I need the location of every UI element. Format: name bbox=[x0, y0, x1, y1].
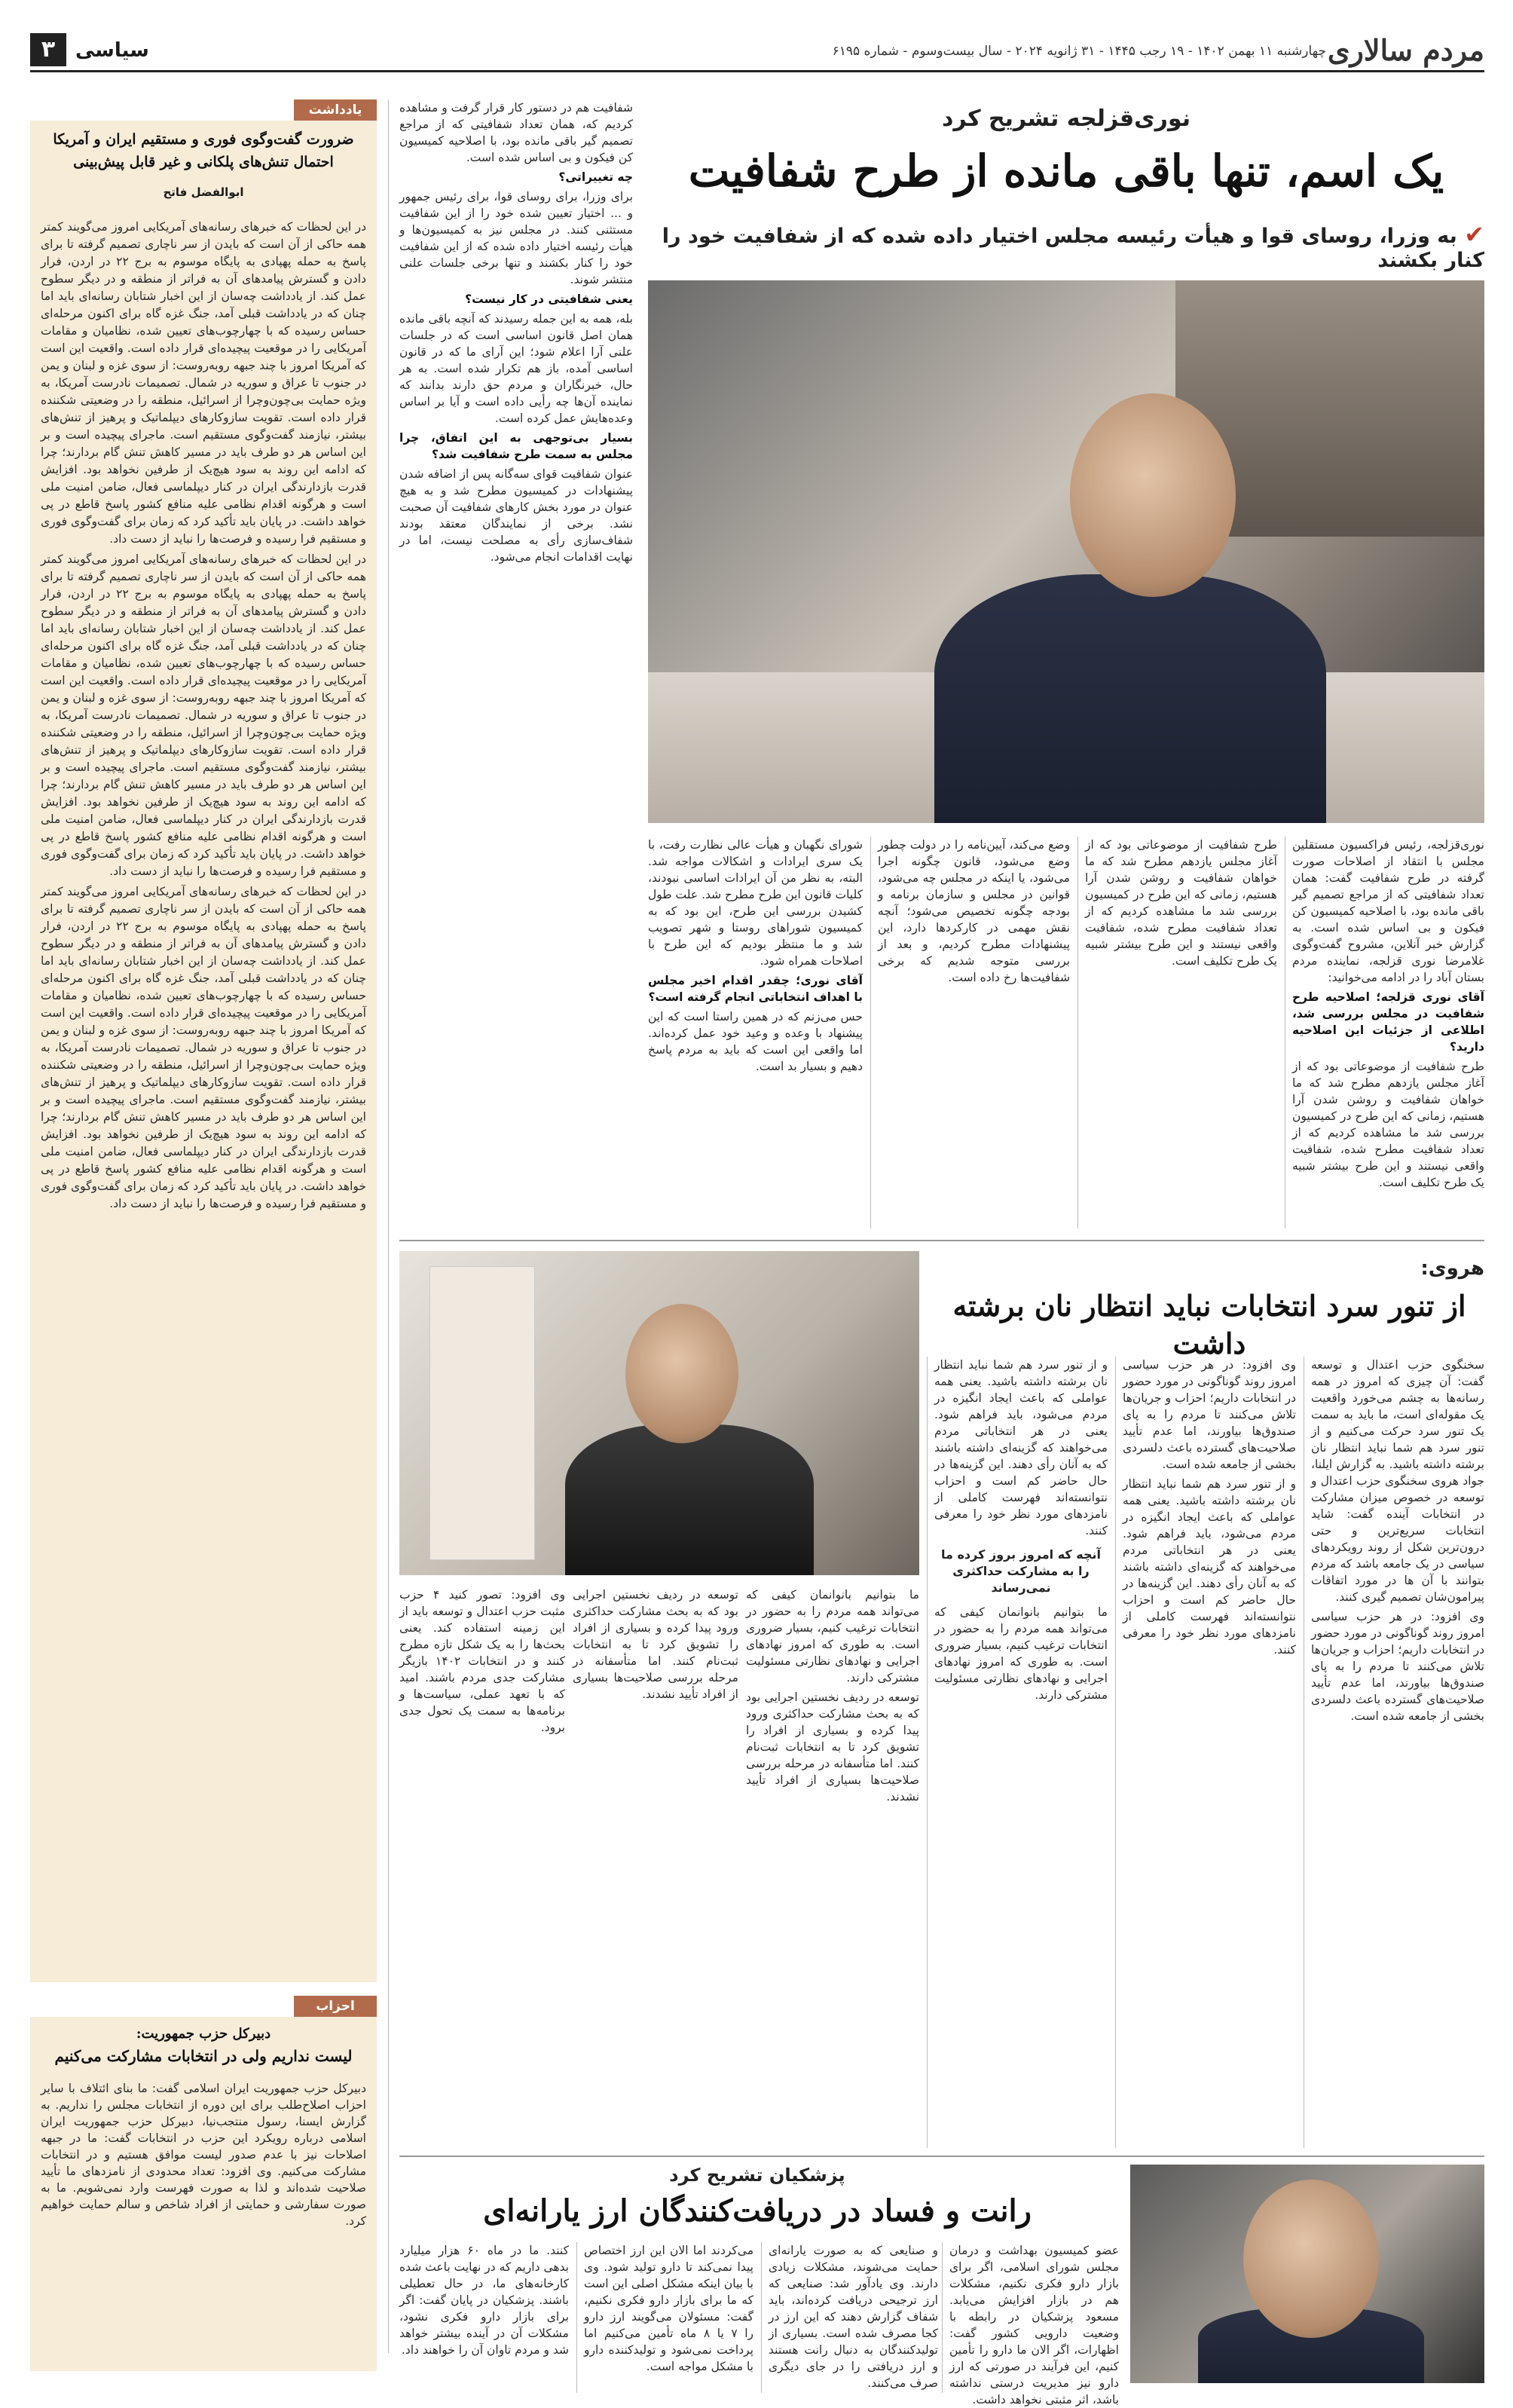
story3-kicker: پزشکیان تشریح کرد bbox=[669, 2165, 845, 2186]
story2-col6-p1: وی افزود: تصور کنید ۴ حزب مثبت حزب اعتدال و توسعه باید از این زمینه استفاده کند. یعنی بحث‌ها را به یک شکل تازه مطرح کنند و در انتخابات ۱۴۰۲ بازیگر مشارکت جدی مردم باشند. امید که با تعهد عملی، سیاست‌ها و برنامه‌ها به سمت یک تحول جدی برود. bbox=[399, 1588, 565, 1734]
lead-column-4 bbox=[648, 837, 863, 1228]
story3-col4-p1: کنند. ما در ماه ۶۰ هزار میلیارد بدهی داریم که در نهایت باعث شده کارخانه‌های ما، در حال تعطیلی باشند. پزشکیان در پایان گفت: اگر برای بازار دارو فکری نشود، مشکلات آن در آینده بیشتر خواهد شد و مردم تاوان آن را خواهند داد. bbox=[399, 2244, 569, 2357]
lead-col1-intro: نوری‌قزلجه، رئیس فراکسیون مستقلین مجلس با انتقاد از اصلاحات صورت گرفته در طرح شفافیت گفت: همان تعداد شفافیتی که از مراجع تصمیم گیر باقی مانده بود، با اصلاحیه کمیسیون کن فیکون و بی اساس شده است. به گزارش خبر آنلاین، مشروح گفت‌وگوی غلامرضا نوری قزلجه، نماینده مردم بستان آباد را در ادامه می‌خوانید: bbox=[1292, 838, 1484, 984]
section-name: سیاسی bbox=[75, 39, 149, 62]
story3-column-1 bbox=[949, 2242, 1119, 2406]
lead-cont-q3: بسیار بی‌توجهی به این اتفاق، چرا مجلس به سمت طرح شفافیت شد؟ bbox=[399, 431, 633, 461]
section-divider bbox=[399, 1240, 1484, 1241]
lead-cont-q2: یعنی شفافیتی در کار نیست؟ bbox=[465, 292, 633, 306]
story2-kicker: هروی: bbox=[1420, 1257, 1484, 1280]
story3-col2-p1: و صنایعی که به صورت یارانه‌ای حمایت می‌شوند، مشکلات زیادی دارند. وی یادآور شد: صنایعی که ارز ترجیحی دریافت کرده‌اند، باید شفاف گزارش دهند که این ارز در کجا مصرف شده است. بسیاری از تولیدکنندگان به دنبال رانت هستند و ارز دریافتی را در جای دیگری صرف می‌کنند. bbox=[769, 2244, 938, 2390]
lead-cont-q1: چه تغییراتی؟ bbox=[558, 170, 633, 184]
column-rule bbox=[388, 99, 389, 2353]
masthead bbox=[30, 33, 1484, 72]
editorial-paragraph-1: در این لحظات که خبرهای رسانه‌های آمریکایی امروز می‌گویند کمتر همه حاکی از آن است که بایدن از سر ناچاری تصمیم گرفته تا برای پاسخ به حمله پهپادی به پایگاه موسوم به برج ۲۲ در اردن، فرار دادن و گسترش پیامدهای آن به فراتر از منطقه و در دیگر سطوح عمل کند. از یادداشت چه‌سان از این اخبار شتابان رسانه‌ای باید اما چنان که در یادداشت قبلی آمد، جنگ غزه گاه برای اکنون مرحله‌ای حساس رسیده که با چهارچوب‌های تعیین شده، نظامیان و مقامات آمریکایی را در موقعیت پیچیده‌ای قرار داده است. واقعیت این است که آمریکا امروز با چند جبهه روبه‌روست: از سوی غزه و لبنان و یمن در جنوب تا عراق و سوریه در شمال. تصمیمات نادرست آمریکا، به ویژه حمایت بی‌چون‌وچرا از اسرائیل، منطقه را در وضعیتی شکننده قرار داده است. تقویت سازوکارهای دیپلماتیک و پرهیز از تنش‌های بیشتر، نیازمند گفت‌وگوی مستقیم است. ماجرای پیچیده است و بر این اساس هر دو طرف باید در مسیر کاهش تنش گام بردارند؛ چرا که ادامه این روند به سود هیچ‌یک از طرفین نخواهد بود. افزایش قدرت بازدارندگی ایران در کنار دیپلماسی فعال، ضامن امنیت ملی است و هرگونه اقدام نظامی علیه منافع کشور پاسخ قاطع در پی خواهد داشت. در پایان باید تأکید کرد که زمان برای گفت‌وگوی فوری و مستقیم فرا رسیده و فرصت‌ها را نباید از دست داد. bbox=[41, 220, 366, 546]
party-title-1: دبیرکل حزب جمهوریت: bbox=[136, 2026, 271, 2042]
check-icon: ✔ bbox=[1464, 220, 1484, 249]
column-rule bbox=[1077, 837, 1078, 1228]
lead-deck bbox=[648, 220, 1484, 272]
lead-headline: یک اسم، تنها باقی مانده از طرح شفافیت bbox=[688, 145, 1444, 197]
story2-col2-p1: وی افزود: در هر حزب سیاسی امروز روند گوناگونی در مورد حضور در انتخابات داریم؛ احزاب و جریان‌ها تلاش می‌کنند تا مردم را به پای صندوق‌ها بیاورند، اما عدم تأیید صلاحیت‌های گسترده باعث دلسردی بخشی از جامعه شده است. bbox=[1123, 1358, 1296, 1471]
story2-subhead-line-1: آنچه که امروز بروز کرده ما bbox=[940, 1547, 1102, 1562]
lead-column-3 bbox=[878, 837, 1070, 1228]
story2-col4-p1: ما بتوانیم بانوانمان کیفی که می‌تواند همه مردم را به حضور در انتخابات ترغیب کنیم، بسیار ضروری است. به طوری که امروز نهادهای اجرایی و نهادهای نظارتی مسئولیت مشترکی دارند. bbox=[746, 1588, 919, 1684]
photo-subject-face bbox=[625, 1304, 738, 1443]
lead-cont-1: شفافیت هم در دستور کار قرار گرفت و مشاهده کردیم که، همان تعداد شفافیتی که از مراجع تصمیم گیر باقی مانده بود، با اصلاحیه کمیسیون کن فیکون و بی اساس شده است. bbox=[399, 101, 633, 164]
dateline: چهارشنبه ۱۱ بهمن ۱۴۰۲ - ۱۹ رجب ۱۴۴۵ - ۳۱ ژانویه ۲۰۲۴ - سال بیست‌وسوم - شماره ۶۱۹۵ bbox=[832, 44, 1326, 59]
lead-col3-body: وضع می‌کند، آیین‌نامه را در دولت چطور وضع می‌شود، قانون چگونه اجرا می‌شود، یا اینکه در مجلس چه می‌شود، قوانین در مجلس و سازمان برنامه و بودجه چگونه تخصیص می‌شود؛ آنچه نقش مهمی در کارکردها دارد، این پیشنهادات مطرح کردیم، و بعد از بررسی متوجه شدیم که برخی شفافیت‌ها رخ داده است. bbox=[878, 838, 1070, 984]
story3-col1-p1: عضو کمیسیون بهداشت و درمان مجلس شورای اسلامی، اگر برای بازار دارو فکری نکنیم، مشکلات هم در بازار افزایش می‌یابد. مسعود پزشکیان در رابطه با وضعیت دارویی کشور گفت: اظهارات، اگر الان ما دارو را تأمین کنیم، این فرآیند در صورتی که ارز دارو نیز مدیریت درستی نداشته باشد، اثر مثبتی نخواهد داشت. bbox=[949, 2244, 1119, 2406]
party-box bbox=[30, 2017, 377, 2371]
story3-photo bbox=[1130, 2165, 1484, 2383]
story2-subhead bbox=[934, 1547, 1108, 1596]
story2-column-1 bbox=[1311, 1357, 1484, 2148]
editorial-author: ابوالفضل فاتح bbox=[163, 185, 244, 199]
story2-column-6 bbox=[399, 1586, 565, 2148]
column-rule bbox=[1115, 1357, 1116, 2148]
lead-column-2 bbox=[1085, 837, 1277, 1228]
lead-photo bbox=[648, 280, 1484, 823]
story3-column-2 bbox=[769, 2242, 938, 2393]
photo-background-sign bbox=[429, 1266, 535, 1560]
party-paragraph: دبیرکل حزب جمهوریت ایران اسلامی گفت: ما بنای ائتلاف با سایر احزاب اصلاح‌طلب برای این دوره از انتخابات مجلس را نداریم. به گزارش ایسنا، رسول منتجب‌نیا، دبیرکل حزب جمهوریت ایران اسلامی درباره رویکرد این حزب در انتخابات گفت: ما در جبهه اصلاحات نیز با عدم صدور لیست موافق هستیم و در انتخابات مشارکت می‌کنیم. وی افزود: تعداد محدودی از نامزدهای ما تأیید صلاحیت شده‌اند و لذا به صورت فهرست وارد نمی‌شویم. ما به صورت سفارشی و حمایتی از افراد شاخص و سالم حمایت خواهیم کرد. bbox=[41, 2082, 366, 2228]
photo-subject-body bbox=[934, 574, 1326, 823]
party-tag: احزاب bbox=[294, 1996, 377, 2017]
newspaper-logo: مردم سالاری bbox=[1327, 33, 1484, 67]
lead-kicker: نوری‌قزلجه تشریح کرد bbox=[942, 106, 1191, 132]
lead-cont-2: برای وزرا، برای روسای قوا، برای رئیس جمهور و ... اختیار تعیین شده خود را از این شفافیت مستثنی کنند. در مجلس نیز به کمیسیون‌ها و هیأت رئیسه اختیار داده شده که از این شفافیت خود را کنار بکشند و تنها برخی جلسات علنی منتشر شوند. bbox=[399, 190, 633, 286]
story2-headline: از تنور سرد انتخابات نباید انتظار نان برشته داشت bbox=[952, 1289, 1466, 1360]
story2-col3-p1: و از تنور سرد هم شما نباید انتظار نان برشته داشته باشید. یعنی همه عواملی که باعث ایجاد انگیزه در مردم می‌شود، باید فراهم شود. یعنی در هر انتخاباتی مردم می‌خواهند که گزینه‌ای داشته باشند که به آنان رأی دهند. این گزینه‌ها در حال حاضر کم است و احزاب نتوانسته‌اند فهرست کاملی از نامزدهای مورد نظر خود را معرفی کنند. bbox=[934, 1358, 1108, 1538]
story3-column-4 bbox=[399, 2242, 569, 2393]
lead-deck-text: به وزرا، روسای قوا و هیأت رئیسه مجلس اختیار داده شده که از شفافیت خود را کنار بکشند bbox=[662, 225, 1484, 272]
story2-column-3 bbox=[934, 1357, 1108, 2148]
section-divider bbox=[399, 2156, 1484, 2157]
lead-col4-question: آقای نوری؛ چقدر اقدام اخیر مجلس با اهداف انتخاباتی انجام گرفته است؟ bbox=[648, 974, 863, 1004]
story2-col2-p2: و از تنور سرد هم شما نباید انتظار نان برشته داشته باشید. یعنی همه عواملی که باعث ایجاد انگیزه در مردم می‌شود، باید فراهم شود. یعنی در هر انتخاباتی مردم می‌خواهند که گزینه‌ای داشته باشند که به آنان رأی دهند. این گزینه‌ها در حال حاضر کم است و احزاب نتوانسته‌اند فهرست کاملی از نامزدهای مورد نظر خود را معرفی کنند. bbox=[1123, 1477, 1296, 1657]
party-body bbox=[41, 2080, 366, 2359]
column-rule bbox=[927, 1357, 928, 2148]
story2-col1-p2: وی افزود: در هر حزب سیاسی امروز روند گوناگونی در مورد حضور در انتخابات داریم؛ احزاب و جریان‌ها تلاش می‌کنند تا مردم را به پای صندوق‌ها بیاورند، اما عدم تأیید صلاحیت‌های گسترده باعث دلسردی بخشی از جامعه شده است. bbox=[1311, 1610, 1484, 1723]
story2-col3-p2: ما بتوانیم بانوانمان کیفی که می‌تواند همه مردم را به حضور در انتخابات ترغیب کنیم، بسیار ضروری است. به طوری که امروز نهادهای اجرایی و نهادهای نظارتی مسئولیت مشترکی دارند. bbox=[934, 1605, 1108, 1702]
story3-col3-p1: می‌کردند اما الان این ارز اختصاص پیدا نمی‌کند تا دارو تولید شود. وی با بیان اینکه مشکل اصلی این است که ما برای بازار دارو فکری نکنیم، گفت: مسئولان می‌گویند ارز دارو را ۷ یا ۸ ماه تأمین می‌کنیم اما پرداخت نمی‌شود و تولیدکننده دارو با مشکل مواجه است. bbox=[584, 2244, 754, 2373]
story2-subhead-line-2: را به مشارکت حداکثری نمی‌رساند bbox=[952, 1564, 1090, 1595]
lead-col1-question: آقای نوری قزلجه؛ اصلاحیه طرح شفافیت در مجلس بررسی شد، اطلاعی از جزئیات این اصلاحیه دارید؟ bbox=[1292, 990, 1484, 1054]
editorial-tag: یادداشت bbox=[294, 99, 377, 121]
editorial-box bbox=[30, 121, 377, 1982]
photo-subject-face bbox=[1070, 393, 1236, 597]
column-rule bbox=[576, 2242, 577, 2393]
story3-headline: رانت و فساد در دریافت‌کنندگان ارز یارانه‌ای bbox=[483, 2193, 1032, 2229]
story2-col1-p1: سخنگوی حزب اعتدال و توسعه گفت: آن چیزی که امروز در همه رسانه‌ها به چشم می‌خورد واقعیت یک مقوله‌ای است، ما باید به سمت یک تنور سرد حرکت می‌کنیم و از تنور سرد هم شما نباید انتظار نان برشته داشته باشید. به گزارش ایلنا، جواد هروی سخنگوی حزب اعتدال و توسعه در خصوص میزان مشارکت در انتخابات آینده گفت: شاید انتخابات سریع‌ترین و حتی درون‌ترین شکل از روند رویکردهای سیاسی در یک جامعه باشد که مردم بتوانند با آن ها در مورد اتفاقات پیرامون‌شان تصمیم گیری کنند. bbox=[1311, 1358, 1484, 1604]
party-title-2: لیست نداریم ولی در انتخابات مشارکت می‌کنیم bbox=[54, 2047, 353, 2065]
editorial-title-2: احتمال تنش‌های پلکانی و غیر قابل پیش‌بینی bbox=[73, 154, 334, 170]
lead-column-1 bbox=[1292, 837, 1484, 1228]
column-rule bbox=[761, 2242, 762, 2393]
story2-column-5 bbox=[573, 1586, 738, 2148]
story2-col5-p1: توسعه در ردیف نخستین اجرایی بود که به بحث مشارکت حداکثری ورود پیدا کرده و بسیاری از افراد را تشویق کرد تا به انتخابات ثبت‌نام کنند. اما متأسفانه در مرحله بررسی صلاحیت‌ها بسیاری از افراد تأیید نشدند. bbox=[573, 1588, 738, 1701]
lead-cont-3: بله، همه به این جمله رسیدند که آنچه باقی مانده همان اصل قانون اساسی است که در جلسات علنی آرا اعلام شود؛ این آرای ما که در قانون اساسی آمده، باز هم تکرار شده است. به هر حال، خبرنگاران و مردم حق دارند بدانند که نماینده آن‌ها چه رأیی داده است و آیا بر اساس وعده‌هایش عمل کرده است. bbox=[399, 312, 633, 425]
lead-col1-answer: طرح شفافیت از موضوعاتی بود که از آغاز مجلس یازدهم مطرح شد که ما خواهان شفافیت و روشن شدن آرا هستیم، زمانی که این طرح در کمیسیون بررسی شد ما مشاهده کردیم که از تعداد شفافیت مطرح شده، شفافیت واقعی نیستند و این طرح بیشتر شبیه یک طرح تکلیف است. bbox=[1292, 1060, 1484, 1189]
lead-col4-answer: حس می‌زنم که در همین راستا است که این پیشنهاد با وعده و وعید خود عمل کرده‌اند. اما واقعی این است که باید به مردم پاسخ دهیم و بسیار بد است. bbox=[648, 1010, 863, 1073]
editorial-paragraph-3: در این لحظات که خبرهای رسانه‌های آمریکایی امروز می‌گویند کمتر همه حاکی از آن است که بایدن از سر ناچاری تصمیم گرفته تا برای پاسخ به حمله پهپادی به پایگاه موسوم به برج ۲۲ در اردن، فرار دادن و گسترش پیامدهای آن به فراتر از منطقه و در دیگر سطوح عمل کند. از یادداشت چه‌سان از این اخبار شتابان رسانه‌ای باید اما چنان که در یادداشت قبلی آمد، جنگ غزه گاه برای اکنون مرحله‌ای حساس رسیده که با چهارچوب‌های تعیین شده، نظامیان و مقامات آمریکایی را در موقعیت پیچیده‌ای قرار داده است. واقعیت این است که آمریکا امروز با چند جبهه روبه‌روست: از سوی غزه و لبنان و یمن در جنوب تا عراق و سوریه در شمال. تصمیمات نادرست آمریکا، به ویژه حمایت بی‌چون‌وچرا از اسرائیل، منطقه را در وضعیتی شکننده قرار داده است. تقویت سازوکارهای دیپلماتیک و پرهیز از تنش‌های بیشتر، نیازمند گفت‌وگوی مستقیم است. ماجرای پیچیده است و بر این اساس هر دو طرف باید در مسیر کاهش تنش گام بردارند؛ چرا که ادامه این روند به سود هیچ‌یک از طرفین نخواهد بود. افزایش قدرت بازدارندگی ایران در کنار دیپلماسی فعال، ضامن امنیت ملی است و هرگونه اقدام نظامی علیه منافع کشور پاسخ قاطع در پی خواهد داشت. در پایان باید تأکید کرد که زمان برای گفت‌وگوی فوری و مستقیم فرا رسیده و فرصت‌ها را نباید از دست داد. bbox=[41, 885, 366, 1210]
story3-column-3 bbox=[584, 2242, 753, 2393]
photo-subject-body bbox=[565, 1424, 814, 1575]
column-rule bbox=[870, 837, 871, 1228]
lead-col4-body: شورای نگهبان و هیأت عالی نظارت رفت، با یک سری ایرادات و اشکالات مواجه شد. البته، به نظر من آن ایرادات اساسی نبودند، کلیات قانون این طرح مطرح شد. علت طول کشیدن بررسی این طرح، این بود که به کمیسیون شوراهای روستا و شهر تصویب شد و ما منتظر بودیم که این طرح با اصلاحات همراه شود. bbox=[648, 838, 863, 968]
story2-photo bbox=[399, 1251, 919, 1575]
photo-subject-face bbox=[1243, 2180, 1379, 2338]
lead-continuation-column bbox=[399, 99, 633, 1230]
editorial-paragraph-2: در این لحظات که خبرهای رسانه‌های آمریکایی امروز می‌گویند کمتر همه حاکی از آن است که بایدن از سر ناچاری تصمیم گرفته تا برای پاسخ به حمله پهپادی به پایگاه موسوم به برج ۲۲ در اردن، فرار دادن و گسترش پیامدهای آن به فراتر از منطقه و در دیگر سطوح عمل کند. از یادداشت چه‌سان از این اخبار شتابان رسانه‌ای باید اما چنان که در یادداشت قبلی آمد، جنگ غزه گاه برای اکنون مرحله‌ای حساس رسیده که با چهارچوب‌های تعیین شده، نظامیان و مقامات آمریکایی را در موقعیت پیچیده‌ای قرار داده است. واقعیت این است که آمریکا امروز با چند جبهه روبه‌روست: از سوی غزه و لبنان و یمن در جنوب تا عراق و سوریه در شمال. تصمیمات نادرست آمریکا، به ویژه حمایت بی‌چون‌وچرا از اسرائیل، منطقه را در وضعیتی شکننده قرار داده است. تقویت سازوکارهای دیپلماتیک و پرهیز از تنش‌های بیشتر، نیازمند گفت‌وگوی مستقیم است. ماجرای پیچیده است و بر این اساس هر دو طرف باید در مسیر کاهش تنش گام بردارند؛ چرا که ادامه این روند به سود هیچ‌یک از طرفین نخواهد بود. افزایش قدرت بازدارندگی ایران در کنار دیپلماسی فعال، ضامن امنیت ملی است و هرگونه اقدام نظامی علیه منافع کشور پاسخ قاطع در پی خواهد داشت. در پایان باید تأکید کرد که زمان برای گفت‌وگوی فوری و مستقیم فرا رسیده و فرصت‌ها را نباید از دست داد. bbox=[41, 552, 366, 878]
editorial-title-1: ضرورت گفت‌وگوی فوری و مستقیم ایران و آمریکا bbox=[53, 131, 354, 148]
column-rule bbox=[942, 2242, 943, 2393]
page-number: ۳ bbox=[30, 33, 66, 66]
editorial-body bbox=[41, 219, 366, 1967]
lead-col2-body: طرح شفافیت از موضوعاتی بود که از آغاز مجلس یازدهم مطرح شد که ما خواهان شفافیت و روشن شدن آرا هستیم، زمانی که این طرح در کمیسیون بررسی شد ما مشاهده کردیم که از تعداد شفافیت مطرح شده، شفافیت واقعی نیستند و این طرح بیشتر شبیه یک طرح تکلیف است. bbox=[1085, 838, 1277, 968]
story2-col4-p2: توسعه در ردیف نخستین اجرایی بود که به بحث مشارکت حداکثری ورود پیدا کرده و بسیاری از افراد را تشویق کرد تا به انتخابات ثبت‌نام کنند. اما متأسفانه در مرحله بررسی صلاحیت‌ها بسیاری از افراد تأیید نشدند. bbox=[746, 1690, 919, 1804]
lead-cont-4: عنوان شفافیت قوای سه‌گانه پس از اضافه شدن پیشنهادات در کمیسیون مطرح شد و به هیچ عنوان در مورد بخش کارهای شفافیت آن صحبت نشد. برخی از نمایندگان معتقد بودند شفاف‌سازی رأی به مصلحت نیست، اما در نهایت اقدامات انجام می‌شود. bbox=[399, 467, 633, 564]
story2-column-2 bbox=[1123, 1357, 1296, 2148]
story2-column-4 bbox=[746, 1586, 919, 2148]
